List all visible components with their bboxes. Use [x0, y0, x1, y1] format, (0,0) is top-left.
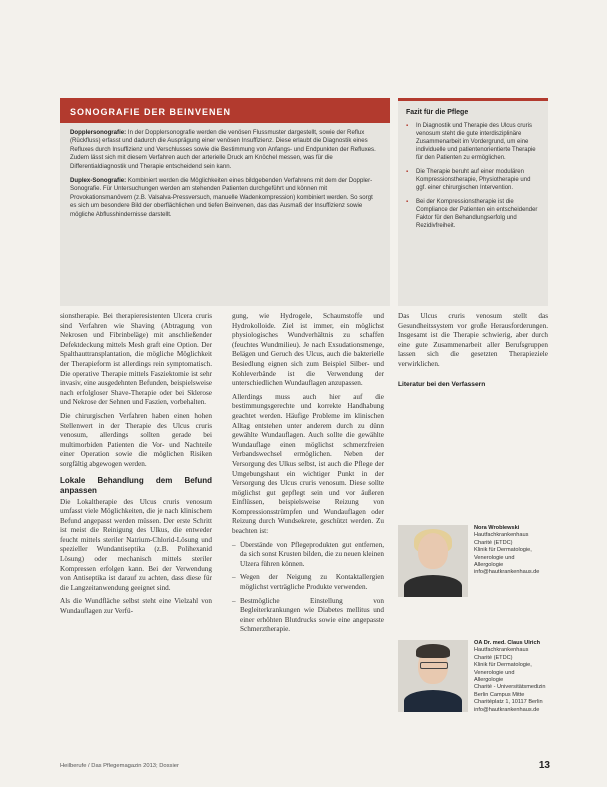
fazit-item: ▪ In Diagnostik und Therapie des Ulcus cruris venosum steht die gute interdisziplinäre Zusammenarbeit im Vordergrund, um eine individuelle und patientenorientierte Therapie für den Patienten zu ermöglichen. [406, 122, 542, 162]
author-line: Klinik für Dermatologie, [474, 662, 532, 669]
face-shape [418, 533, 448, 569]
fazit-item: ▪ Die Therapie beruht auf einer modulären Kompressionstherapie, Physiotherapie und ggf. einer chirurgischen Intervention. [406, 168, 542, 192]
paragraph: Das Ulcus cruris venosum stellt das Gesundheitssystem vor große Herausforderungen. Insgesamt ist die Therapie schwierig, aber durch eine gute Zusammenarbeit aller Berufsgruppen lassen sich die gesetzten Therapieziele verwirklichen. [398, 312, 548, 368]
shoulders-shape [404, 575, 462, 597]
author-block [398, 640, 548, 745]
doppler-lead: Dopplersonografie: [70, 129, 127, 136]
author-line: Hautfachkrankenhaus [474, 532, 529, 539]
author-line: Charité - Universitätsmedizin Berlin Campus Mitte [474, 684, 546, 698]
page-footer [60, 760, 550, 771]
page-number: 13 [538, 760, 550, 771]
text-column-2 [232, 312, 384, 639]
dash-item: – Wegen der Neigung zu Kontaktallergien möglichst verträgliche Produkte verwenden. [232, 573, 384, 592]
fazit-box [398, 98, 548, 306]
duplex-text: Kombiniert werden die Möglichkeiten eines bildgebenden Verfahrens mit dem der Doppler-Sonografie. Für Untersuchungen werden am stehenden Patienten durchgeführt und können mit Provokationsmanövern (z.B. Valsalva-Pressversuch, manuelle Wadenkompression) kombiniert werden. So sorgt es sich um besondere Bild der oberflächlichen und tiefen Beinvenen, das das Ausmaß der Insuffizienz sowie mögliche Abflusshindernisse darstellt. [70, 177, 373, 218]
footer-publication: Heilberufe / Das Pflegemagazin 2013; Dossier [60, 763, 179, 769]
hair-shape [416, 644, 450, 658]
fazit-item: ▪ Bei der Kompressionstherapie ist die Compliance der Patienten ein entscheidender Faktor für den Behandlungserfolg und Rezidivfreiheit. [406, 198, 542, 230]
sonography-body [60, 123, 390, 231]
paragraph: Die Lokaltherapie des Ulcus cruris venosum umfasst viele Möglichkeiten, die je nach klinischem Befund angepasst werden müssen. Der erste Schritt ist meist die Reinigung des Ulkus, die entweder feucht mittels steriler Natrium-Chlorid-Lösung und spezieller Wundantiseptika (z.B. Polihexanid Lösung) oder mechanisch mittels steriler Kompressen erfolgen kann. Bei der Verwendung von Antiseptika ist darauf zu achten, dass diese für die Langzeitanwendung geeignet sind. [60, 497, 212, 592]
author-name: Nora Wroblewski [474, 525, 520, 531]
author-line: Venerologie und [474, 669, 515, 676]
fazit-list [398, 122, 548, 230]
dash-item: – Bestmögliche Einstellung von Begleiterkrankungen wie Diabetes mellitus und einer erhöhten Blutdrucks sowie eine angepasste Schmerztherapie. [232, 597, 384, 635]
author-line: Charitéplatz 1, 10117 Berlin [474, 699, 543, 706]
section-heading: Lokale Behandlung dem Befund anpassen [60, 475, 212, 495]
author-info [474, 640, 550, 714]
author-email: info@hautkrankenhaus.de [474, 706, 540, 713]
author-line: Klinik für Dermatologie, [474, 547, 532, 554]
paragraph: Allerdings muss auch hier auf die bestimmungsgerechte und korrekte Handhabung geachtet werden. Häufige Probleme im klinischen Alltag entstehen unter anderem durch zu dünn gewählte Wundauflagen. Auch sollte die gewählte Wundauflage einen möglichst schmerzfreien Verbandswechsel ermöglichen. Neben der Versorgung des Ulkus selbst, ist auch die Pflege der Umgebungshaut ein wichtiger Punkt in der Versorgung des Ulcus cruris venosum. Diese sollte möglichst gut gepflegt sein und vor äußeren Einflüssen, beispielsweise Reizung von Kompressionsstrümpfen und Wundauflagen oder Reizung durch Wundsekrete, geschützt werden. Zu beachten ist: [232, 392, 384, 536]
paragraph: Als die Wundfläche selbst steht eine Vielzahl von Wundauflagen zur Verfü- [60, 597, 212, 616]
author-photo [398, 640, 468, 712]
author-line: Charité (ETDC) [474, 654, 513, 661]
author-name: OA Dr. med. Claus Ulrich [474, 640, 541, 646]
dash-item: – Überstände von Pflegeprodukten gut entfernen, da sich sonst Krusten bilden, die zu neuen kleinen Ulzera führen können. [232, 541, 384, 570]
sonography-box [60, 98, 390, 306]
author-email: info@hautkrankenhaus.de [474, 569, 540, 576]
author-info [474, 525, 550, 577]
doppler-text: In der Dopplersonografie werden die venösen Flussmuster dargestellt, sowie der Reflux (Rückfluss) erfasst und dadurch die Ausprägung einer venösen Insuffizienz. Diese erlaubt die Diagnostik eines Refluxes durch Insuffizienz und Verschlusses sowie die Bestimmung von Anfangs- und Endpunkten der Refluxes. Zudem lässt sich mit diesem Verfahren auch der arterielle Druck am Knöchel messen, was für die Differentialdiagnostik und Therapie entscheidend sein kann. [70, 129, 376, 170]
author-line: Venerologie und [474, 554, 515, 561]
paragraph: gung, wie Hydrogele, Schaumstoffe und Hydrokolloide. Ziel ist immer, ein möglichst physiologisches Wundverhältnis zu schaffen (feuchtes Wundmilieu). Je nach Exsudationsmenge, Belägen und Geruch des Ulcus, auch die bakterielle Besiedlung eignen sich zum Beispiel Silber- und Kohleverbände ist die Verwendung der unterschiedlichen Wundauflagen anzupassen. [232, 312, 384, 388]
author-block [398, 525, 548, 630]
author-line: Hautfachkrankenhaus [474, 647, 529, 654]
text-column-3 [398, 312, 548, 389]
author-line: Allergologie [474, 562, 504, 569]
duplex-lead: Duplex-Sonografie: [70, 177, 127, 185]
literature-note: Literatur bei den Verfassern [398, 380, 486, 388]
text-column-1 [60, 312, 212, 621]
paragraph: sionstherapie. Bei therapieresistenten Ulcera cruris sind Verfahren wie Shaving (Abtragung von Nekrosen und Fibrinbeläge) mit anschließender Defektdeckung mittels Mesh graft eine Option. Der Spalthauttransplantation, die mögliche Möglichkeit der Therapieform ist allerdings rein symptomatisch. Die operative Therapie mittels Fasziektomie ist sehr invasiv, eine ausgedehnten Befunden, beispielsweise nach erfolgloser Shave-Therapie oder bei Sklerose und Nekrose der Sehnen und Faszien, vorbehalten. [60, 312, 212, 407]
author-line: Allergologie [474, 677, 504, 684]
fazit-title: Fazit für die Pflege [406, 109, 469, 116]
shoulders-shape [404, 690, 462, 712]
paragraph: Die chirurgischen Verfahren haben einen hohen Stellenwert in der Therapie des Ulcus cruris venosum, allerdings sollten gerade bei multimorbiden Patienten die Vor- und Nachteile einer Operation sowie die möglichen Risiken sorgfältig abgewogen werden. [60, 411, 212, 468]
author-photo [398, 525, 468, 597]
sonography-title: SONOGRAFIE DER BEINVENEN [60, 101, 390, 123]
author-line: Charité (ETDC) [474, 539, 513, 546]
doppler-paragraph [70, 129, 380, 171]
duplex-paragraph [70, 177, 380, 219]
glasses-shape [420, 662, 448, 669]
